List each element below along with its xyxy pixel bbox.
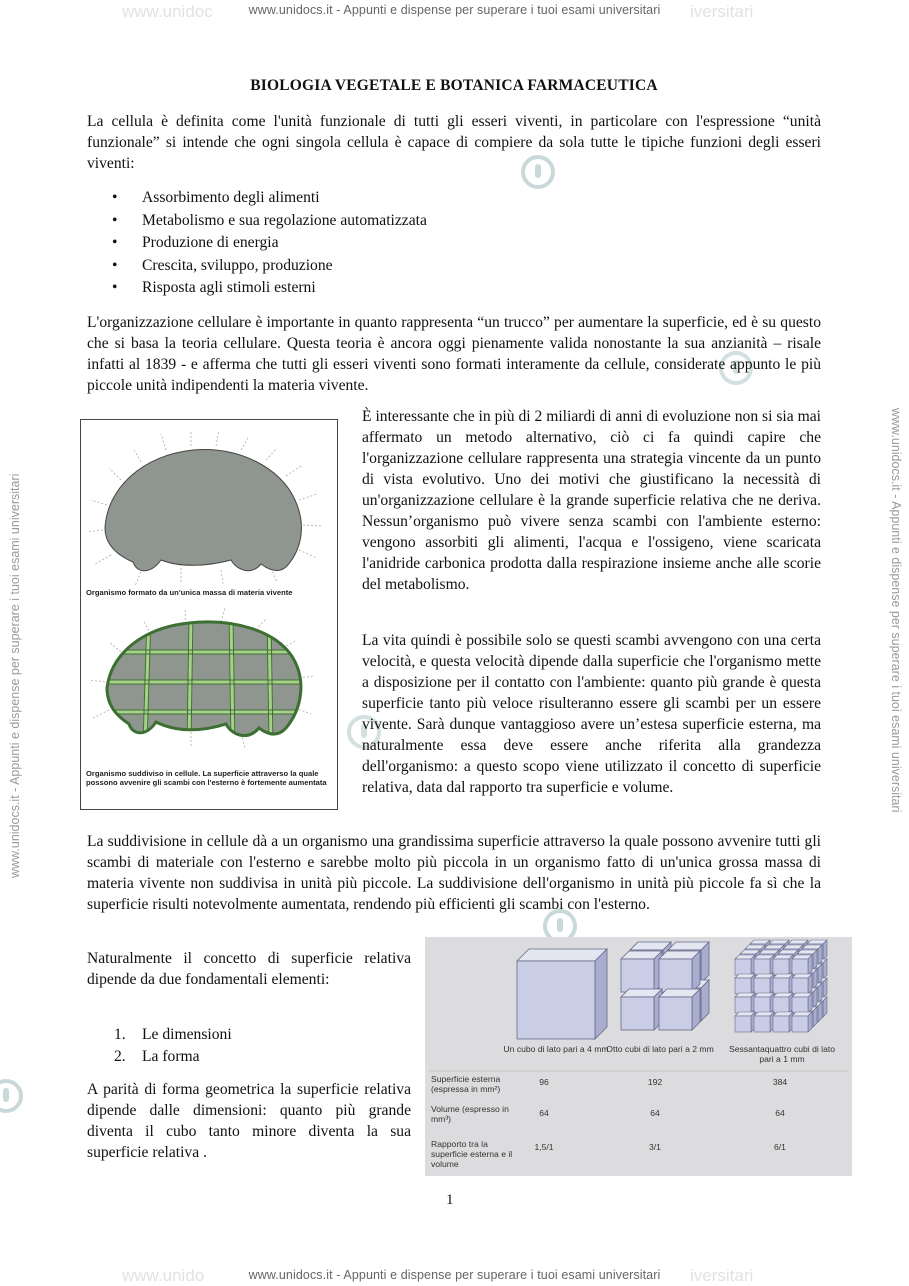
table-cell: 384	[772, 1077, 788, 1087]
cube-1mm-group-icon	[735, 940, 827, 1032]
footer-ghost-left: www.unido	[122, 1266, 205, 1285]
list-number: 2.	[114, 1048, 126, 1065]
table-cell: 6/1	[774, 1142, 786, 1152]
column-header: Otto cubi di lato pari a 2 mm	[606, 1044, 714, 1054]
exchange-paragraph: La vita quindi è possibile solo se questi scambi avvengono con una certa velocità, e questa velocità dipende dalla superficie che l'organismo mette a disposizione per il contatto con l'ambiente: quanto più grande è questa superficie tanto più veloce risulteranno essere gli scambi per un essere vivente. Sarà dunque vantaggioso avere un’estesa superficie esterna, ma naturalmente essa deve essere anche riferita alla grandezza dell'organismo: a questo scopo viene utilizzato il concetto di superficie relativa, data dal rapporto tra superficie e volume.	[362, 632, 821, 796]
column-header: Un cubo di lato pari a 4 mm	[503, 1044, 609, 1054]
column-header: Sessantaquattro cubi di lato pari a 1 mm	[728, 1044, 836, 1064]
list-item: • Risposta agli stimoli esterni	[100, 277, 800, 300]
figure-caption-single: Organismo formato da un'unica massa di materia vivente	[86, 588, 293, 597]
cube-paragraph: A parità di forma geometrica la superficie relativa dipende dalle dimensioni: quanto più grande diventa il cubo tanto minore diventa la sua superficie relativa .	[87, 1081, 411, 1161]
footer-ghost-right: iversitari	[690, 1266, 754, 1285]
page-title: BIOLOGIA VEGETALE E BOTANICA FARMACEUTICA	[250, 77, 658, 94]
list-item: • Assorbimento degli alimenti	[100, 187, 800, 210]
cube-comparison-figure	[425, 937, 852, 1176]
header-ghost-left: www.unidoc	[122, 2, 213, 21]
table-cell: 64	[539, 1108, 549, 1118]
cube-2mm-group-icon	[621, 942, 709, 1030]
page-header[interactable]: www.unidocs.it - Appunti e dispense per superare i tuoi esami universitari	[248, 3, 661, 17]
table-cell: 1,5/1	[534, 1142, 554, 1152]
side-watermark-right: www.unidocs.it - Appunti e dispense per superare i tuoi esami universitari	[889, 408, 903, 813]
table-cell: 192	[647, 1077, 663, 1087]
list-item: • Produzione di energia	[100, 232, 800, 255]
relative-surface-paragraph: Naturalmente il concetto di superficie relativa dipende da due fondamentali elementi:	[87, 950, 411, 988]
unidocs-logo-icon	[0, 1076, 26, 1116]
row-label: Superficie esterna (espressa in mm²)	[431, 1074, 501, 1094]
page-footer[interactable]: www.unidocs.it - Appunti e dispense per superare i tuoi esami universitari	[248, 1268, 661, 1282]
cube-4mm-icon	[517, 949, 607, 1039]
table-cell: 64	[650, 1108, 660, 1118]
list-number: 1.	[114, 1026, 126, 1043]
header-ghost-right: iversitari	[690, 2, 754, 21]
page-number: 1	[446, 1192, 454, 1208]
list-text: La forma	[142, 1048, 200, 1065]
side-watermark-left: www.unidocs.it - Appunti e dispense per superare i tuoi esami universitari	[8, 473, 22, 878]
evolution-paragraph: È interessante che in più di 2 miliardi di anni di evoluzione non si sia mai affermato un metodo alternativo, ciò ci fa quindi capire che l'organizzazione cellulare rappresenta una strategia vincente da un punto di vista evolutivo. Uno dei motivi che giustificano la necessità di un'organizzazione cellulare è la grande superficie relativa che ne deriva. Nessun’organismo può vivere senza scambi con l'ambiente esterno: vengono assorbiti gli alimenti, l'acqua e l'ossigeno, viene scaricata l'anidride carbonica prodotta dalla respirazione insieme anche alle scorie del metabolismo.	[362, 408, 821, 593]
organism-illustration	[81, 420, 337, 809]
subdivision-paragraph: La suddivisione in cellule dà a un organismo una grandissima superficie attraverso la quale possono avvenire tutti gli scambi di materiale con l'esterno e sarebbe molto più piccola in un organismo fatto di un'unica grossa massa di materia vivente non suddivisa in unità più piccole. La suddivisione dell'organismo in unità più piccole fa sì che la superficie risulti notevolmente aumentata, rendendo più efficienti gli scambi con l'esterno.	[87, 833, 821, 913]
cell-theory-paragraph: L'organizzazione cellulare è importante in quanto rappresenta “un trucco” per aumentare la superficie, ed è su questo che si basa la teoria cellulare. Questa teoria è ancora oggi pienamente valida nonostante la sua anzianità – risale infatti al 1839 - e afferma che tutti gli esseri viventi sono formati interamente da cellule, considerate appunto le più piccole unità indipendenti la materia vivente.	[87, 314, 821, 394]
table-cell: 64	[775, 1108, 785, 1118]
list-text: Le dimensioni	[142, 1026, 232, 1043]
factors-list	[100, 1024, 232, 1068]
list-item	[100, 1046, 232, 1068]
organism-single-mass	[105, 450, 301, 571]
row-label: Rapporto tra la superficie esterna e il volume	[431, 1139, 513, 1169]
list-item: • Metabolismo e sua regolazione automatizzata	[100, 210, 800, 233]
list-item	[100, 1024, 232, 1046]
table-cell: 3/1	[649, 1142, 661, 1152]
row-label: Volume (espresso in mm³)	[431, 1104, 509, 1124]
intro-paragraph: La cellula è definita come l'unità funzionale di tutti gli esseri viventi, in particolare con l'espressione “unità funzionale” si intende che ogni singola cellula è capace di compiere da sola tutte le tipiche funzioni degli esseri viventi:	[87, 113, 821, 172]
figure-caption-divided: Organismo suddiviso in cellule. La superficie attraverso la quale possono avvenire gli scambi con l'esterno è fortemente aumentata	[86, 769, 327, 787]
list-item: • Crescita, sviluppo, produzione	[100, 255, 800, 278]
organism-figure	[80, 419, 338, 810]
table-cell: 96	[539, 1077, 549, 1087]
functions-list	[100, 187, 800, 300]
